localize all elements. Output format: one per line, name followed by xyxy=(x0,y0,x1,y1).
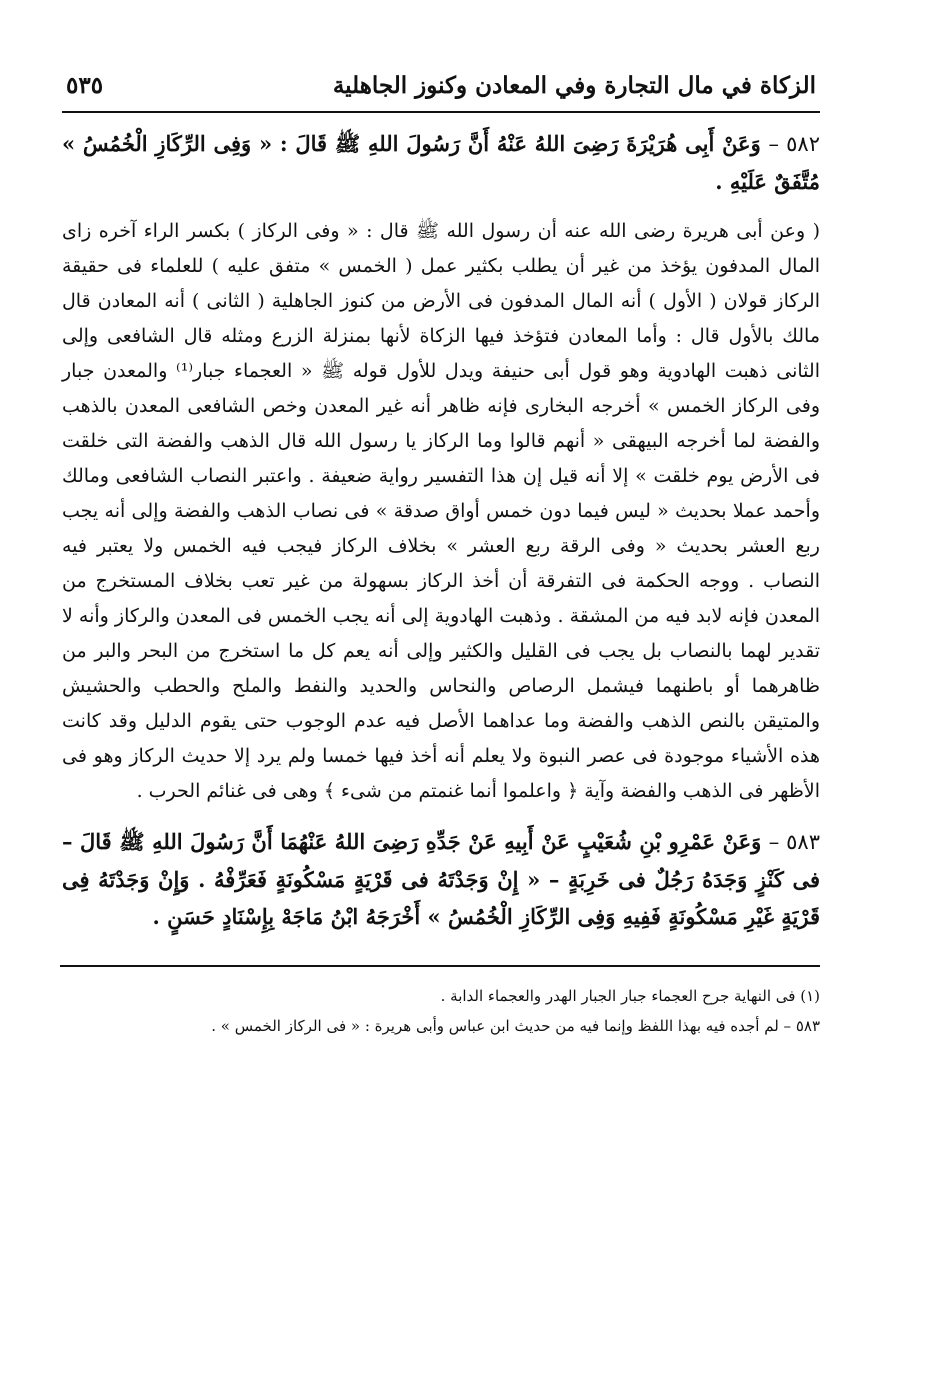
footnote-1: (١) فى النهاية جرح العجماء جبار الجبار الهدر والعجماء الدابة . xyxy=(440,986,820,1005)
hadith-583 xyxy=(62,823,820,935)
header-divider xyxy=(62,111,820,113)
hadith-text: وَعَنْ عَمْرِو بْنِ شُعَيْبٍ عَنْ أَبِيهِ عَنْ جَدِّهِ رَضِىَ اللهُ عَنْهُمَا أَنَّ رَسُولَ اللهِ ﷺ قَالَ – فى كَنْزٍ وَجَدَهُ رَجُلٌ فى خَرِبَةٍ – « إِنْ وَجَدْتَهُ فى قَرْيَةٍ مَسْكُونَةٍ فَعَرِّفْهُ . وَإِنْ وَجَدْتَهُ فِى قَرْيَةٍ غَيْرِ مَسْكُونَةٍ فَفِيهِ وَفِى الرِّكَازِ الْخُمُسُ » أَخْرَجَهُ ابْنُ مَاجَهْ بِإِسْنَادٍ حَسَنٍ . xyxy=(62,829,820,929)
hadith-text: وَعَنْ أَبِى هُرَيْرَةَ رَضِىَ اللهُ عَنْهُ أَنَّ رَسُولَ اللهِ ﷺ قَالَ : « وَفِى الرِّكَازِ الْخُمُسُ » مُتَّفَقٌ عَلَيْهِ . xyxy=(62,131,820,194)
commentary-paragraph: ( وعن أبى هريرة رضى الله عنه أن رسول الله ﷺ قال : « وفى الركاز ) بكسر الراء آخره زاى المال المدفون يؤخذ من غير أن يطلب بكثير عمل ( الخمس » متفق عليه ) للعلماء فى حقيقة الركاز قولان ( الأول ) أنه المال المدفون فى الأرض من كنوز الجاهلية ( الثانى ) أنه المعادن قال مالك بالأول قال : وأما المعادن فتؤخذ فيها الزكاة لأنها بمنزلة الزرع ومثله قال الشافعى وإلى الثانى ذهبت الهادوية وهو قول أبى حنيفة ويدل للأول قوله ﷺ « العجماء جبار⁽¹⁾ والمعدن جبار وفى الركاز الخمس » أخرجه البخارى فإنه ظاهر أنه غير المعدن وخص الشافعى المعدن بالذهب والفضة لما أخرجه البيهقى « أنهم قالوا وما الركاز يا رسول الله قال الذهب والفضة التى خلقت فى الأرض يوم خلقت » إلا أنه قيل إن هذا التفسير رواية ضعيفة . واعتبر النصاب الشافعى ومالك وأحمد عملا بحديث « ليس فيما دون خمس أواق صدقة » فى نصاب الذهب والفضة وإلى أنه يجب ربع العشر بحديث « وفى الرقة ربع العشر » بخلاف الركاز فيجب فيه الخمس ولا يعتبر فيه النصاب . ووجه الحكمة فى التفرقة أن أخذ الركاز بسهولة من غير تعب بخلاف المستخرج من المعدن فإنه لابد فيه من المشقة . وذهبت الهادوية إلى أنه يجب الخمس فى المعدن والركاز وأنه لا تقدير لهما بالنصاب بل يجب فى القليل والكثير وإلى أنه يعم كل ما استخرج من البحر والبر من ظاهرهما أو باطنهما فيشمل الرصاص والنحاس والحديد والنفط والملح والحطب والحشيش والمتيقن بالنص الذهب والفضة وما عداهما الأصل فيه عدم الوجوب حتى يقوم الدليل وقد كانت هذه الأشياء موجودة فى عصر النبوة ولا يعلم أنه أخذ فيها خمسا ولم يرد إلا حديث الركاز وهو فى الأظهر فى الذهب والفضة وآية ﴿ واعلموا أنما غنمتم من شىء ﴾ وهى فى غنائم الحرب . xyxy=(62,220,820,802)
hadith-582 xyxy=(62,125,820,200)
hadith-number: ٥٨٣ – xyxy=(768,830,820,854)
hadith-number: ٥٨٢ – xyxy=(768,132,820,156)
header-title: الزكاة في مال التجارة وفي المعادن وكنوز الجاهلية xyxy=(332,72,816,99)
page-number: ٥٣٥ xyxy=(66,72,104,99)
footnote-583: ٥٨٣ – لم أجده فيه بهذا اللفظ وإنما فيه من حديث ابن عباس وأبى هريرة : « فى الركاز الخمس » . xyxy=(211,1016,820,1035)
running-header xyxy=(62,72,820,109)
footnote-divider xyxy=(60,965,820,967)
